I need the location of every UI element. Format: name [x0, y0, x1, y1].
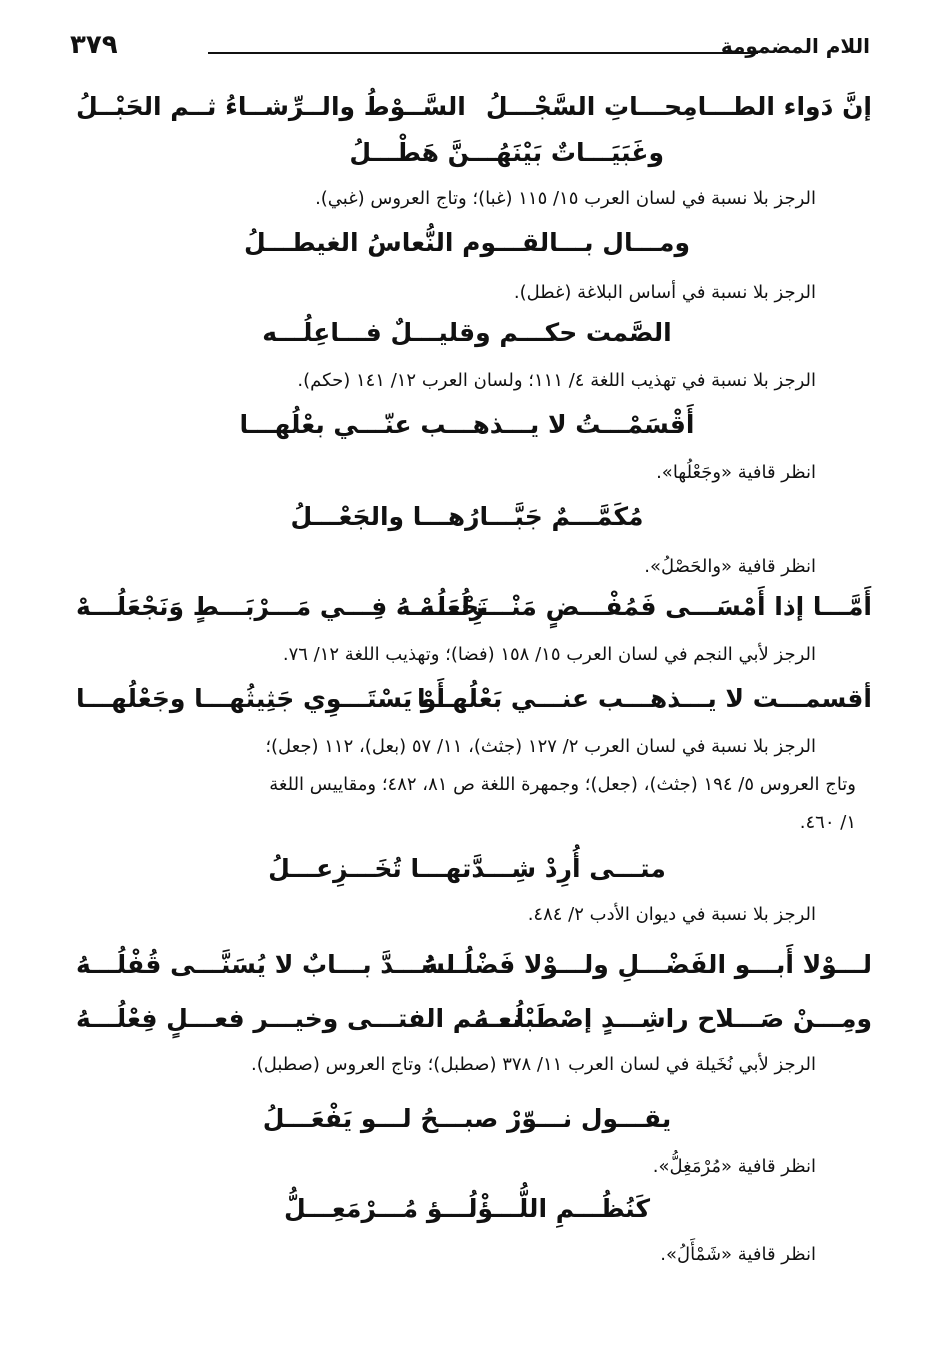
citation: وتاج العروس ٥/ ١٩٤ (جثث)، (جعل)؛ وجمهرة اللغة ص ٨١، ٤٨٢؛ ومقاييس اللغة	[269, 774, 856, 795]
citation: الرجز بلا نسبة في تهذيب اللغة ٤/ ١١١؛ ولسان العرب ١٢/ ١٤١ (حكم).	[297, 370, 816, 391]
header-rule	[208, 52, 758, 54]
verse-line: متـــى أُرِدْ شِـــدَّتهـــا تُخَـــزِعـــلُ	[268, 854, 666, 883]
citation: انظر قافية «مُرْمَغِلُّ».	[652, 1156, 816, 1177]
citation: انظر قافية «والحَصْلُ».	[644, 556, 816, 577]
verse-line	[349, 138, 664, 167]
citation: الرجز بلا نسبة في لسان العرب ٢/ ١٢٧ (جثث)، ١١/ ٥٧ (بعل)، ١١٢ (جعل)؛	[265, 736, 816, 757]
verse-hemistich-left: أَوْ يَسْتَـــوِي جَثِيثُهـــا وجَعْلُهـــا	[76, 684, 446, 713]
citation: انظر قافية «شَمْأَلُ».	[660, 1244, 816, 1265]
verse-hemistich-right: إنَّ دَواء الطـــامِحـــاتِ السَّجْـــلُ	[485, 92, 872, 121]
verse-line: كَنُظُـــمِ اللُّـــؤْلُـــؤ مُـــرْمَعِـــلُّ	[283, 1194, 651, 1223]
verse-hemistich-left: لسُـــدَّ بـــابٌ لا يُسَنَّـــى قُفْلُـــهُ	[76, 950, 456, 979]
verse-line: أَقْسَمْـــتُ لا يـــذهـــب عنّـــي بعْلُهـــا	[239, 410, 695, 439]
verse-hemistich-right: أَمَّـــا إذا أَمْسَـــى فَمُفْـــضٍ مَنْـــزِلُـــهْ	[419, 592, 872, 621]
verse-hemistich-right: ومِـــنْ صَـــلاح راشِـــدٍ إصْطَبْلُـــهُ	[474, 1004, 872, 1033]
citation: الرجز لأبي نُخَيلة في لسان العرب ١١/ ٣٧٨ (صطبل)؛ وتاج العروس (صطبل).	[250, 1054, 816, 1075]
citation: ١/ ٤٦٠.	[799, 812, 856, 833]
verse-hemistich: وغَبَيَـــاتٌ بَيْنَهُـــنَّ هَطْـــلُ	[349, 138, 664, 167]
page-number: ٣٧٩	[70, 30, 118, 60]
chapter-title: اللام المضمومة	[720, 34, 870, 58]
verse-hemistich-left: نَجْعَلُـــهُ فِـــي مَـــرْبَـــطٍ وَنَجْعَلُـــهْ	[76, 592, 489, 621]
verse-line	[76, 592, 872, 626]
verse-hemistich-right: أقسمـــت لا يـــذهـــب عنـــي بَعْلُهـــا	[416, 684, 872, 713]
verse-line: ومـــال بـــالقـــوم النُّعاسُ الغيطـــلُ	[244, 228, 690, 257]
verse-line: مُكَمَّـــمٌ جَبَّـــارُهـــا والجَعْـــلُ	[290, 502, 644, 531]
verse-line	[76, 950, 872, 984]
verse-line	[76, 92, 872, 126]
verse-line	[76, 1004, 872, 1038]
citation: الرجز لأبي النجم في لسان العرب ١٥/ ١٥٨ (فضا)؛ وتهذيب اللغة ١٢/ ٧٦.	[282, 644, 816, 665]
verse-line	[76, 684, 872, 718]
citation: الرجز بلا نسبة في ديوان الأدب ٢/ ٤٨٤.	[527, 904, 816, 925]
verse-hemistich-left: السَّــوْطُ والــرِّشــاءُ ثــم الحَبْــلُ	[76, 92, 466, 121]
verse-hemistich-left: نعـــم الفتـــى وخيـــر فعـــلٍ فِعْلُـــهُ	[76, 1004, 522, 1033]
citation: انظر قافية «وجَعْلُها».	[656, 462, 816, 483]
verse-hemistich-right: لـــوْلا أَبـــو الفَضْـــلِ ولـــوْلا فَضْلُـــهُ	[423, 950, 872, 979]
citation: الرجز بلا نسبة في لسان العرب ١٥/ ١١٥ (غبا)؛ وتاج العروس (غبي).	[315, 188, 816, 209]
citation: الرجز بلا نسبة في أساس البلاغة (غطل).	[513, 282, 816, 303]
running-header	[70, 30, 870, 70]
verse-line: يقـــول نـــوّرْ صبـــحُ لـــو يَفْعَـــلُ	[262, 1104, 672, 1133]
verse-line: الصَّمت حكـــم وقليـــلٌ فـــاعِلُـــه	[262, 318, 672, 347]
